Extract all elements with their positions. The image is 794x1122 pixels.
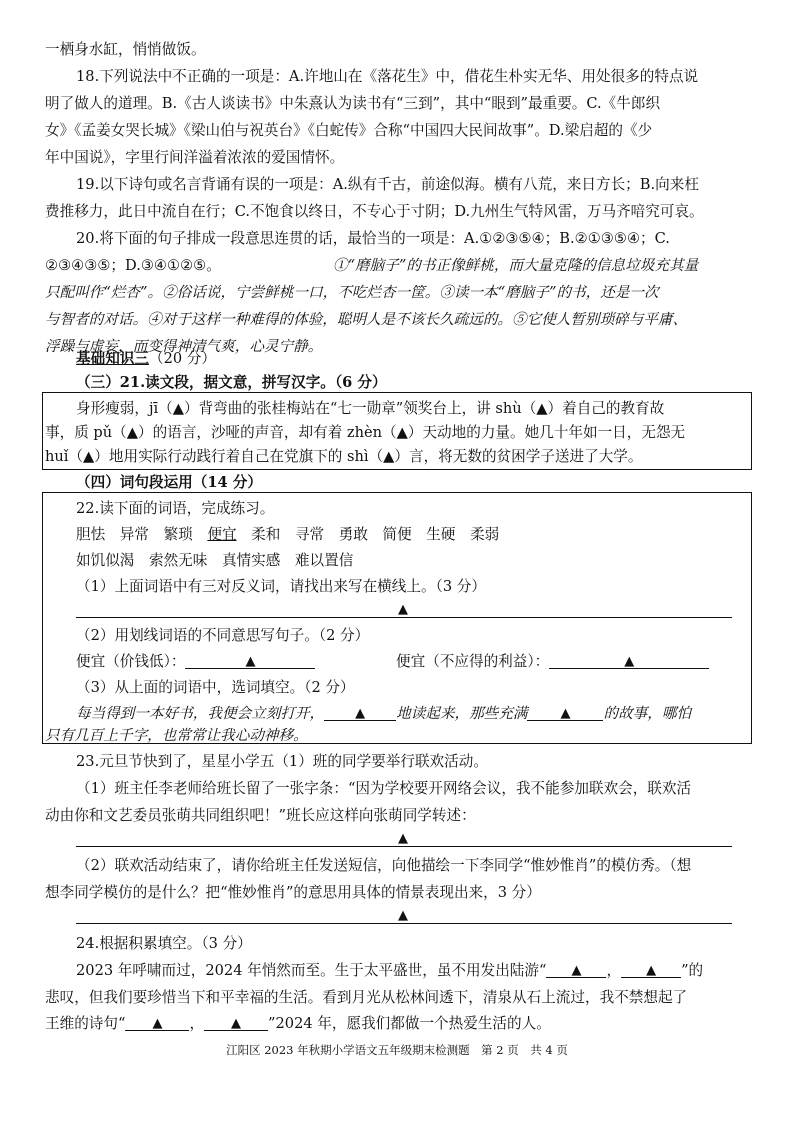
answer-marker: ▲ xyxy=(355,706,366,721)
q24-text: ， xyxy=(189,1015,205,1032)
answer-marker: ▲ xyxy=(245,654,256,669)
q22-sub2: （2）用划线词语的不同意思写句子。（2 分） xyxy=(76,627,370,644)
answer-blank[interactable] xyxy=(546,961,606,978)
q21-line: huǐ（▲）地用实际行动践行着自己在党旗下的 shì（▲）言，将无数的贫困学子送进了大学。 xyxy=(45,448,643,465)
q20-options: ②③④③⑤；D.③④①②⑤。 xyxy=(45,257,221,274)
q24-line2: 悲叹，但我们要珍惜当下和平幸福的生活。看到月光从松林间透下，清泉从石上流过，我不禁想起了 xyxy=(45,989,688,1006)
q18-line: 女》《孟姜女哭长城》《梁山伯与祝英台》《白蛇传》合称“中国四大民间故事”。D.梁启超的《少 xyxy=(45,122,653,139)
answer-marker: ▲ xyxy=(624,654,635,669)
q24-text: ， xyxy=(606,962,622,979)
q18-line: 明了做人的道理。B.《古人谈读书》中朱熹认为读书有“三到”，其中“眼到”最重要。C.《牛郎织 xyxy=(45,95,661,112)
word-list: 柔和 寻常 勇敢 简便 生硬 柔弱 xyxy=(236,526,500,543)
q23-sub1: 动由你和文艺委员张萌共同组织吧！”班长应这样向张萌同学转述： xyxy=(45,807,476,824)
page-footer: 江阳区 2023 年秋期小学语文五年级期末检测题 第 2 页 共 4 页 xyxy=(226,1043,568,1057)
q22-words-row2: 如饥似渴 索然无味 真情实感 难以置信 xyxy=(76,552,354,569)
q22-sub2-answers-b xyxy=(396,652,709,672)
answer-line[interactable] xyxy=(76,617,732,618)
q22-sub3-line1 xyxy=(76,704,691,724)
answer-blank[interactable] xyxy=(185,652,315,669)
answer-marker: ▲ xyxy=(560,706,571,721)
q23-sub2: （2）联欢活动结束了，请你给班主任发送短信，向他描绘一下李同学“惟妙惟肖”的模仿秀。（想 xyxy=(76,857,692,874)
q24-text: ”2024 年，愿我们都做一个热爱生活的人。 xyxy=(268,1015,551,1032)
q20-sentence: 浮躁与虚妄，而变得神清气爽，心灵宁静。 xyxy=(45,338,323,355)
answer-blank[interactable] xyxy=(549,652,709,669)
q20-sentence: 与智者的对话。④对于这样一种难得的体验，聪明人是不该长久疏远的。⑤它使人暂别琐碎与平庸、 xyxy=(45,311,688,328)
answer-blank[interactable] xyxy=(204,1014,268,1031)
sub3-text: 每当得到一本好书，我便会立刻打开， xyxy=(76,705,325,722)
q21-heading: （三）21.读文段，据文意，拼写汉字。（6 分） xyxy=(76,374,387,391)
q22-sub2-answers xyxy=(76,652,315,672)
q18-line: 年中国说》，字里行间洋溢着浓浓的爱国情怀。 xyxy=(45,149,345,166)
q23-sub2: 想李同学模仿的是什么？把“惟妙惟肖”的意思用具体的情景表现出来，3 分） xyxy=(45,884,541,901)
answer-marker: ▲ xyxy=(571,963,582,978)
answer-marker: ▲ xyxy=(231,1016,242,1031)
q24-text: 2023 年呼啸而过，2024 年悄然而至。生于太平盛世，虽不用发出陆游“ xyxy=(76,962,547,979)
q20-line: 20.将下面的句子排成一段意思连贯的话，最恰当的一项是：A.①②③⑤④；B.②①③⑤④；C. xyxy=(76,230,670,247)
q19-line: 费推移力，此日中流自在行；C.不饱食以终日，不专心于寸阴；D.九州生气特风雷，万马齐喑究可哀。 xyxy=(45,203,704,220)
q20-sentence: 只配叫作“烂杏”。②俗话说，宁尝鲜桃一口，不吃烂杏一筐。③读一本“磨脑子”的书，还是一次 xyxy=(45,284,659,301)
answer-blank[interactable] xyxy=(621,961,681,978)
sub3-text: 地读起来，那些充满 xyxy=(396,705,528,722)
q21-line: 事，质 pǔ（▲）的语言，沙哑的声音，却有着 zhèn（▲）天动地的力量。她几十年如一日，无怨无 xyxy=(45,424,686,441)
sub2-label-b: 便宜（不应得的利益）： xyxy=(396,653,550,670)
answer-blank[interactable] xyxy=(527,704,603,721)
q21-line: 身形瘦弱，jī（▲）背弯曲的张桂梅站在“七一勋章”领奖台上，讲 shù（▲）着自己的教育故 xyxy=(76,400,665,417)
answer-line[interactable] xyxy=(76,923,732,924)
q22-sub3-line2: 只有几百上千字，也常常让我心动神移。 xyxy=(45,727,308,744)
answer-marker: ▲ xyxy=(398,602,408,617)
answer-marker: ▲ xyxy=(398,908,408,923)
q19-line: 19.以下诗句或名言背诵有误的一项是：A.纵有千古，前途似海。横有八荒，来日方长；B.向来枉 xyxy=(76,176,699,193)
answer-blank[interactable] xyxy=(324,704,396,721)
answer-blank[interactable] xyxy=(125,1014,189,1031)
q22-sub3: （3）从上面的词语中，选词填空。（2 分） xyxy=(76,679,355,696)
q24-line3 xyxy=(45,1014,551,1034)
q22-sub1: （1）上面词语中有三对反义词，请找出来写在横线上。（3 分） xyxy=(76,578,486,595)
word-list: 胆怯 异常 繁琐 xyxy=(76,526,208,543)
answer-marker: ▲ xyxy=(646,963,657,978)
underlined-word: 便宜 xyxy=(207,526,237,543)
q18-line: 18.下列说法中不正确的一项是：A.许地山在《落花生》中，借花生朴实无华、用处很多的特点说 xyxy=(76,68,699,85)
q22-words-row1 xyxy=(76,525,499,545)
answer-marker: ▲ xyxy=(398,831,408,846)
continued-text: 一栖身水缸，悄悄做饭。 xyxy=(45,41,206,58)
q22-title: 22.读下面的词语，完成练习。 xyxy=(76,500,275,517)
answer-marker: ▲ xyxy=(152,1016,163,1031)
sub3-text: 的故事，哪怕 xyxy=(603,705,692,722)
section-score: （20 分） xyxy=(148,350,216,367)
q24-line1 xyxy=(76,961,703,981)
section4-heading: （四）词句段运用（14 分） xyxy=(76,474,262,491)
q24-text: ”的 xyxy=(681,962,704,979)
section-title: 基础知识三 xyxy=(76,350,149,367)
q23-sub1: （1）班主任李老师给班长留了一张字条：“因为学校要开网络会议，我不能参加联欢会，联欢活 xyxy=(76,780,692,797)
q24-title: 24.根据积累填空。（3 分） xyxy=(76,935,252,952)
section-heading xyxy=(76,349,216,369)
answer-line[interactable] xyxy=(76,846,732,847)
q23-title: 23.元旦节快到了，星星小学五（1）班的同学要举行联欢活动。 xyxy=(76,753,488,770)
q20-sentence: ①“磨脑子”的书正像鲜桃，而大量克隆的信息垃圾充其量 xyxy=(333,257,699,274)
sub2-label-a: 便宜（价钱低）： xyxy=(76,653,186,670)
q24-text: 王维的诗句“ xyxy=(45,1015,126,1032)
